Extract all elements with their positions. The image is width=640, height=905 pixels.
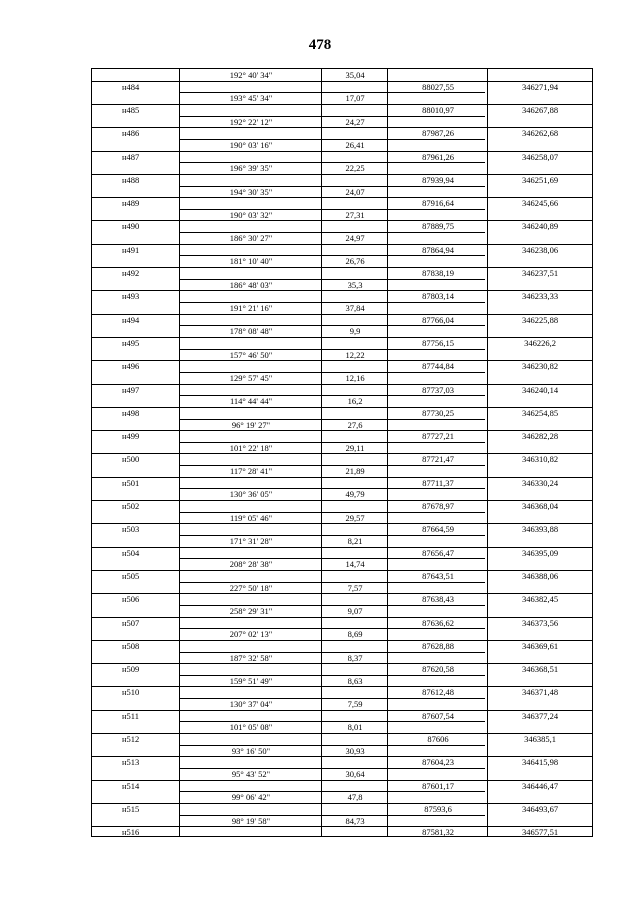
direction-angle: 98° 19' 58" (231, 815, 271, 826)
coordinate-y: 346415,98 (521, 757, 559, 768)
page-number: 478 (308, 37, 332, 53)
coordinate-y: 346237,51 (521, 268, 559, 279)
direction-angle: 114° 44' 44" (229, 396, 273, 407)
direction-angle: 186° 30' 27" (229, 233, 273, 244)
point-name: н499 (122, 431, 140, 442)
coordinate-y: 346238,06 (521, 244, 559, 255)
coordinate-x: 87638,43 (422, 594, 454, 605)
coordinate-y: 346371,48 (521, 687, 559, 698)
direction-angle: 130° 36' 05" (229, 489, 273, 500)
direction-angle: 178° 08' 48" (229, 326, 273, 337)
segment-length: 8,63 (347, 675, 363, 686)
coordinate-x: 87678,97 (422, 501, 454, 512)
direction-angle: 190° 03' 32" (229, 209, 273, 220)
coordinate-y: 346393,88 (521, 524, 559, 535)
direction-angle: 207° 02' 13" (229, 629, 273, 640)
point-name: н506 (122, 594, 140, 605)
point-name: н503 (122, 524, 140, 535)
segment-length: 22,25 (345, 163, 365, 174)
point-name: н507 (122, 617, 140, 628)
coordinate-x: 87756,15 (422, 337, 454, 348)
coordinate-x: 87838,19 (422, 268, 454, 279)
coordinate-y: 346382,45 (521, 594, 559, 605)
segment-length: 8,69 (347, 629, 363, 640)
coordinate-y: 346258,07 (521, 151, 559, 162)
coordinate-x: 88010,97 (422, 104, 454, 115)
direction-angle: 187° 32' 58" (229, 652, 273, 663)
segment-length: 7,59 (347, 699, 363, 710)
direction-angle: 101° 05' 08" (229, 722, 273, 733)
coordinate-x: 87889,75 (422, 221, 454, 232)
point-name: н500 (122, 454, 140, 465)
coordinate-y: 346262,68 (521, 128, 559, 139)
segment-length: 30,64 (345, 769, 365, 779)
direction-angle: 186° 48' 03" (229, 279, 273, 290)
point-name: н504 (122, 547, 140, 558)
segment-length: 29,57 (345, 512, 365, 523)
point-name: н508 (122, 640, 140, 651)
coordinate-x: 87864,94 (422, 244, 454, 255)
segment-length: 8,37 (347, 652, 363, 663)
segment-length: 21,89 (345, 466, 365, 477)
coordinate-x: 87643,51 (422, 570, 454, 581)
coordinate-x: 87593,6 (424, 803, 452, 814)
point-name: н514 (122, 780, 140, 791)
segment-length: 17,07 (345, 93, 365, 104)
segment-length: 16,2 (347, 396, 363, 407)
direction-angle: 196° 39' 35" (229, 163, 273, 174)
coordinate-y: 346267,88 (521, 104, 559, 115)
segment-length: 12,16 (345, 372, 365, 383)
coordinate-y: 346254,85 (521, 407, 559, 418)
coordinate-x: 88027,55 (422, 81, 454, 92)
coordinate-y: 346226,2 (524, 337, 556, 348)
segment-length: 8,21 (347, 536, 363, 546)
direction-angle: 194° 30' 35" (229, 186, 273, 197)
coordinate-x: 87803,14 (422, 291, 454, 302)
coordinates-table (91, 68, 593, 837)
direction-angle: 96° 19' 27" (231, 419, 271, 430)
point-name: н491 (122, 244, 140, 255)
direction-angle: 119° 05' 46" (229, 512, 273, 523)
coordinate-y: 346271,94 (521, 81, 559, 92)
coordinate-x: 87711,37 (422, 477, 454, 488)
point-name: н484 (122, 81, 140, 92)
coordinate-y: 346240,14 (521, 384, 559, 395)
point-name: н488 (122, 174, 140, 185)
direction-angle: 117° 28' 41" (229, 466, 273, 477)
direction-angle: 208° 28' 38" (229, 559, 273, 570)
direction-angle: 192° 40' 34" (229, 70, 273, 80)
coordinate-x: 87916,64 (422, 198, 454, 209)
segment-length: 37,84 (345, 303, 365, 313)
segment-length: 14,74 (345, 559, 365, 570)
segment-length: 47,8 (347, 792, 363, 803)
coordinate-y: 346310,82 (521, 454, 559, 465)
point-name: н497 (122, 384, 140, 395)
point-name: н505 (122, 570, 140, 581)
coordinate-x: 87620,58 (422, 664, 454, 675)
direction-angle: 190° 03' 16" (229, 139, 273, 150)
direction-angle: 95° 43' 52" (231, 769, 271, 779)
point-name: н494 (122, 314, 140, 325)
coordinate-y: 346446,47 (521, 780, 559, 791)
direction-angle: 129° 57' 45" (229, 372, 273, 383)
point-name: н487 (122, 151, 140, 162)
coordinate-y: 346377,24 (521, 710, 559, 721)
direction-angle: 192° 22' 12" (229, 116, 273, 127)
coordinate-y: 346368,51 (521, 664, 559, 675)
coordinate-x: 87607,54 (422, 710, 454, 721)
point-name: н511 (122, 710, 139, 721)
direction-angle: 171° 31' 28" (229, 536, 273, 546)
coordinate-x: 87612,48 (422, 687, 454, 698)
coordinate-y: 346251,69 (521, 174, 559, 185)
segment-length: 29,11 (345, 442, 365, 453)
point-name: н490 (122, 221, 140, 232)
coordinate-x: 87961,26 (422, 151, 454, 162)
point-name: н515 (122, 803, 140, 814)
coordinate-x: 87581,32 (422, 827, 454, 838)
coordinate-x: 87939,94 (422, 174, 454, 185)
coordinate-y: 346388,06 (521, 570, 559, 581)
point-name: н489 (122, 198, 140, 209)
point-name: н501 (122, 477, 140, 488)
coordinate-x: 87766,04 (422, 314, 454, 325)
point-name: н513 (122, 757, 140, 768)
point-name: н492 (122, 268, 140, 279)
coordinate-y: 346577,51 (521, 827, 559, 838)
segment-length: 12,22 (345, 349, 365, 360)
direction-angle: 99° 06' 42" (231, 792, 271, 803)
point-name: н486 (122, 128, 140, 139)
coordinate-y: 346233,33 (521, 291, 559, 302)
segment-length: 8,01 (347, 722, 363, 733)
direction-angle: 130° 37' 04" (229, 699, 273, 710)
point-name: н502 (122, 501, 140, 512)
direction-angle: 227° 50' 18" (229, 582, 273, 593)
segment-length: 27,6 (347, 419, 363, 430)
segment-length: 26,41 (345, 139, 365, 150)
coordinate-x: 87636,62 (422, 617, 454, 628)
coordinate-x: 87721,47 (422, 454, 454, 465)
coordinate-y: 346225,88 (521, 314, 559, 325)
segment-length: 7,57 (347, 582, 363, 593)
direction-angle: 258° 29' 31" (229, 605, 273, 616)
segment-length: 35,04 (345, 70, 365, 80)
point-name: н485 (122, 104, 140, 115)
coordinate-x: 87601,17 (422, 780, 454, 791)
direction-angle: 181° 10' 40" (229, 256, 273, 267)
coordinate-x: 87628,88 (422, 640, 454, 651)
point-name: н512 (122, 734, 140, 745)
segment-length: 84,73 (345, 815, 365, 826)
coordinate-y: 346330,24 (521, 477, 559, 488)
point-name: н495 (122, 337, 140, 348)
direction-angle: 159° 51' 49" (229, 675, 273, 686)
coordinate-y: 346240,89 (521, 221, 559, 232)
coordinate-x: 87730,25 (422, 407, 454, 418)
coordinate-y: 346230,82 (521, 361, 559, 372)
segment-length: 24,97 (345, 233, 365, 244)
coordinate-y: 346395,09 (521, 547, 559, 558)
coordinate-y: 346373,56 (521, 617, 559, 628)
coordinate-x: 87987,26 (422, 128, 454, 139)
direction-angle: 93° 16' 50" (231, 745, 271, 756)
point-name: н498 (122, 407, 140, 418)
segment-length: 24,27 (345, 116, 365, 127)
coordinate-x: 87604,23 (422, 757, 454, 768)
point-name: н496 (122, 361, 140, 372)
direction-angle: 101° 22' 18" (229, 442, 273, 453)
coordinate-x: 87656,47 (422, 547, 454, 558)
coordinate-x: 87737,03 (422, 384, 454, 395)
point-name: н493 (122, 291, 140, 302)
coordinate-y: 346245,66 (521, 198, 559, 209)
point-name: н516 (122, 827, 140, 838)
coordinate-x: 87727,21 (422, 431, 454, 442)
segment-length: 26,76 (345, 256, 365, 267)
segment-length: 24,07 (345, 186, 365, 197)
coordinate-y: 346368,04 (521, 501, 559, 512)
direction-angle: 157° 46' 50" (229, 349, 273, 360)
coordinate-y: 346282,28 (521, 431, 559, 442)
coordinate-y: 346385,1 (524, 734, 556, 745)
coordinate-x: 87606 (427, 734, 449, 745)
segment-length: 35,3 (347, 279, 363, 290)
segment-length: 30,93 (345, 745, 365, 756)
segment-length: 27,31 (345, 209, 365, 220)
coordinate-y: 346493,67 (521, 803, 559, 814)
point-name: н509 (122, 664, 140, 675)
segment-length: 49,79 (345, 489, 365, 500)
segment-length: 9,9 (349, 326, 361, 337)
coordinate-x: 87664,59 (422, 524, 454, 535)
coordinate-y: 346369,61 (521, 640, 559, 651)
point-name: н510 (122, 687, 140, 698)
coordinate-x: 87744,84 (422, 361, 454, 372)
direction-angle: 191° 21' 16" (229, 303, 273, 313)
direction-angle: 193° 45' 34" (229, 93, 273, 104)
segment-length: 9,07 (347, 605, 363, 616)
